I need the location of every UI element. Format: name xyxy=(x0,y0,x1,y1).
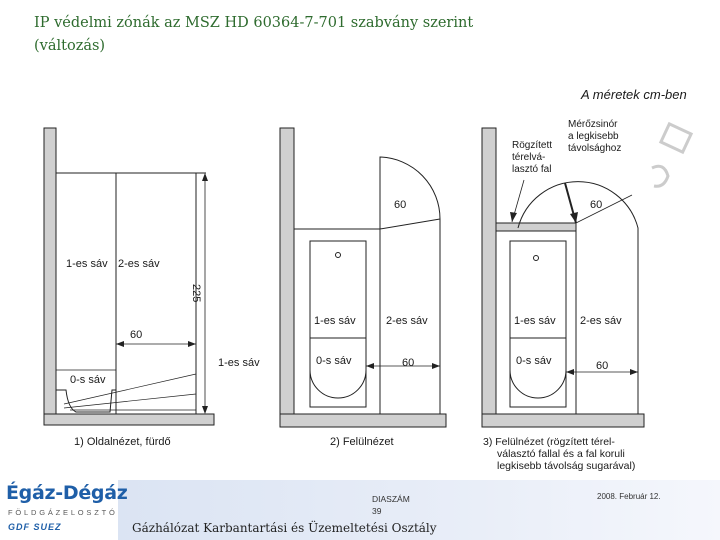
wall-horizontal xyxy=(482,414,644,427)
zone0-area xyxy=(510,338,566,398)
units-note: A méretek cm-ben xyxy=(581,87,687,102)
fixed-partition-label: Rögzített térelvá- lasztó fal xyxy=(512,140,553,175)
logo-subtitle: FÖLDGÁZELOSZTÓ xyxy=(8,508,118,517)
panel-top-view-partition xyxy=(482,119,644,472)
zone1-label: 1-es sáv xyxy=(66,258,108,270)
width-dimension: 60 xyxy=(130,329,143,341)
logo-main-text: Égáz-Dégáz xyxy=(6,482,128,504)
zone-boundary xyxy=(518,182,638,414)
zone2-label: 2-es sáv xyxy=(580,315,622,327)
height-dimension: 225 xyxy=(190,284,202,303)
zone0-area xyxy=(310,338,366,398)
wall-vertical xyxy=(482,128,496,414)
wall-horizontal xyxy=(280,414,446,427)
measuring-cord-label: Mérőzsinór a legkisebb távolsághoz xyxy=(568,119,622,154)
slide-number-label: DIASZÁM xyxy=(372,494,410,504)
zone2-label: 2-es sáv xyxy=(386,315,428,327)
panel3-caption: 3) Felülnézet (rögzített térel- választó fallal és a fal koruli legkisebb távolság sugarával) xyxy=(483,436,636,472)
zone1-right-label: 1-es sáv xyxy=(218,357,260,369)
company-logo xyxy=(4,478,128,538)
radius-label: 60 xyxy=(394,199,407,211)
slide-date: 2008. Február 12. xyxy=(597,492,661,501)
panel-top-view xyxy=(280,128,446,448)
department-name: Gázhálózat Karbantartási és Üzemeltetési Osztály xyxy=(132,521,437,535)
panel2-caption: 2) Felülnézet xyxy=(330,436,394,448)
zone0-label: 0-s sáv xyxy=(316,355,352,367)
zone0-label: 0-s sáv xyxy=(70,374,106,386)
panel-side-view xyxy=(44,128,260,448)
left-wall xyxy=(44,128,56,414)
width-dimension: 60 xyxy=(402,357,415,369)
slide-number: 39 xyxy=(372,506,382,516)
radius-label: 60 xyxy=(590,199,603,211)
wall-vertical xyxy=(280,128,294,414)
zone1-label: 1-es sáv xyxy=(514,315,556,327)
zone2-label: 2-es sáv xyxy=(118,258,160,270)
title-line-2: (változás) xyxy=(34,38,106,54)
zone1-label: 1-es sáv xyxy=(314,315,356,327)
watermark-icon xyxy=(652,124,691,186)
zone-boundary xyxy=(294,157,440,414)
drain-icon xyxy=(336,253,341,258)
gdf-suez-logo: GDF SUEZ xyxy=(8,522,62,532)
panel1-caption: 1) Oldalnézet, fürdő xyxy=(74,436,171,448)
footer xyxy=(0,474,720,540)
zone0-label: 0-s sáv xyxy=(516,355,552,367)
fixed-partition xyxy=(496,223,576,231)
drain-icon xyxy=(534,256,539,261)
bathtub xyxy=(56,390,116,412)
floor xyxy=(44,414,214,425)
width-dimension: 60 xyxy=(596,360,609,372)
title-line-1: IP védelmi zónák az MSZ HD 60364-7-701 szabvány szerint xyxy=(34,15,474,31)
